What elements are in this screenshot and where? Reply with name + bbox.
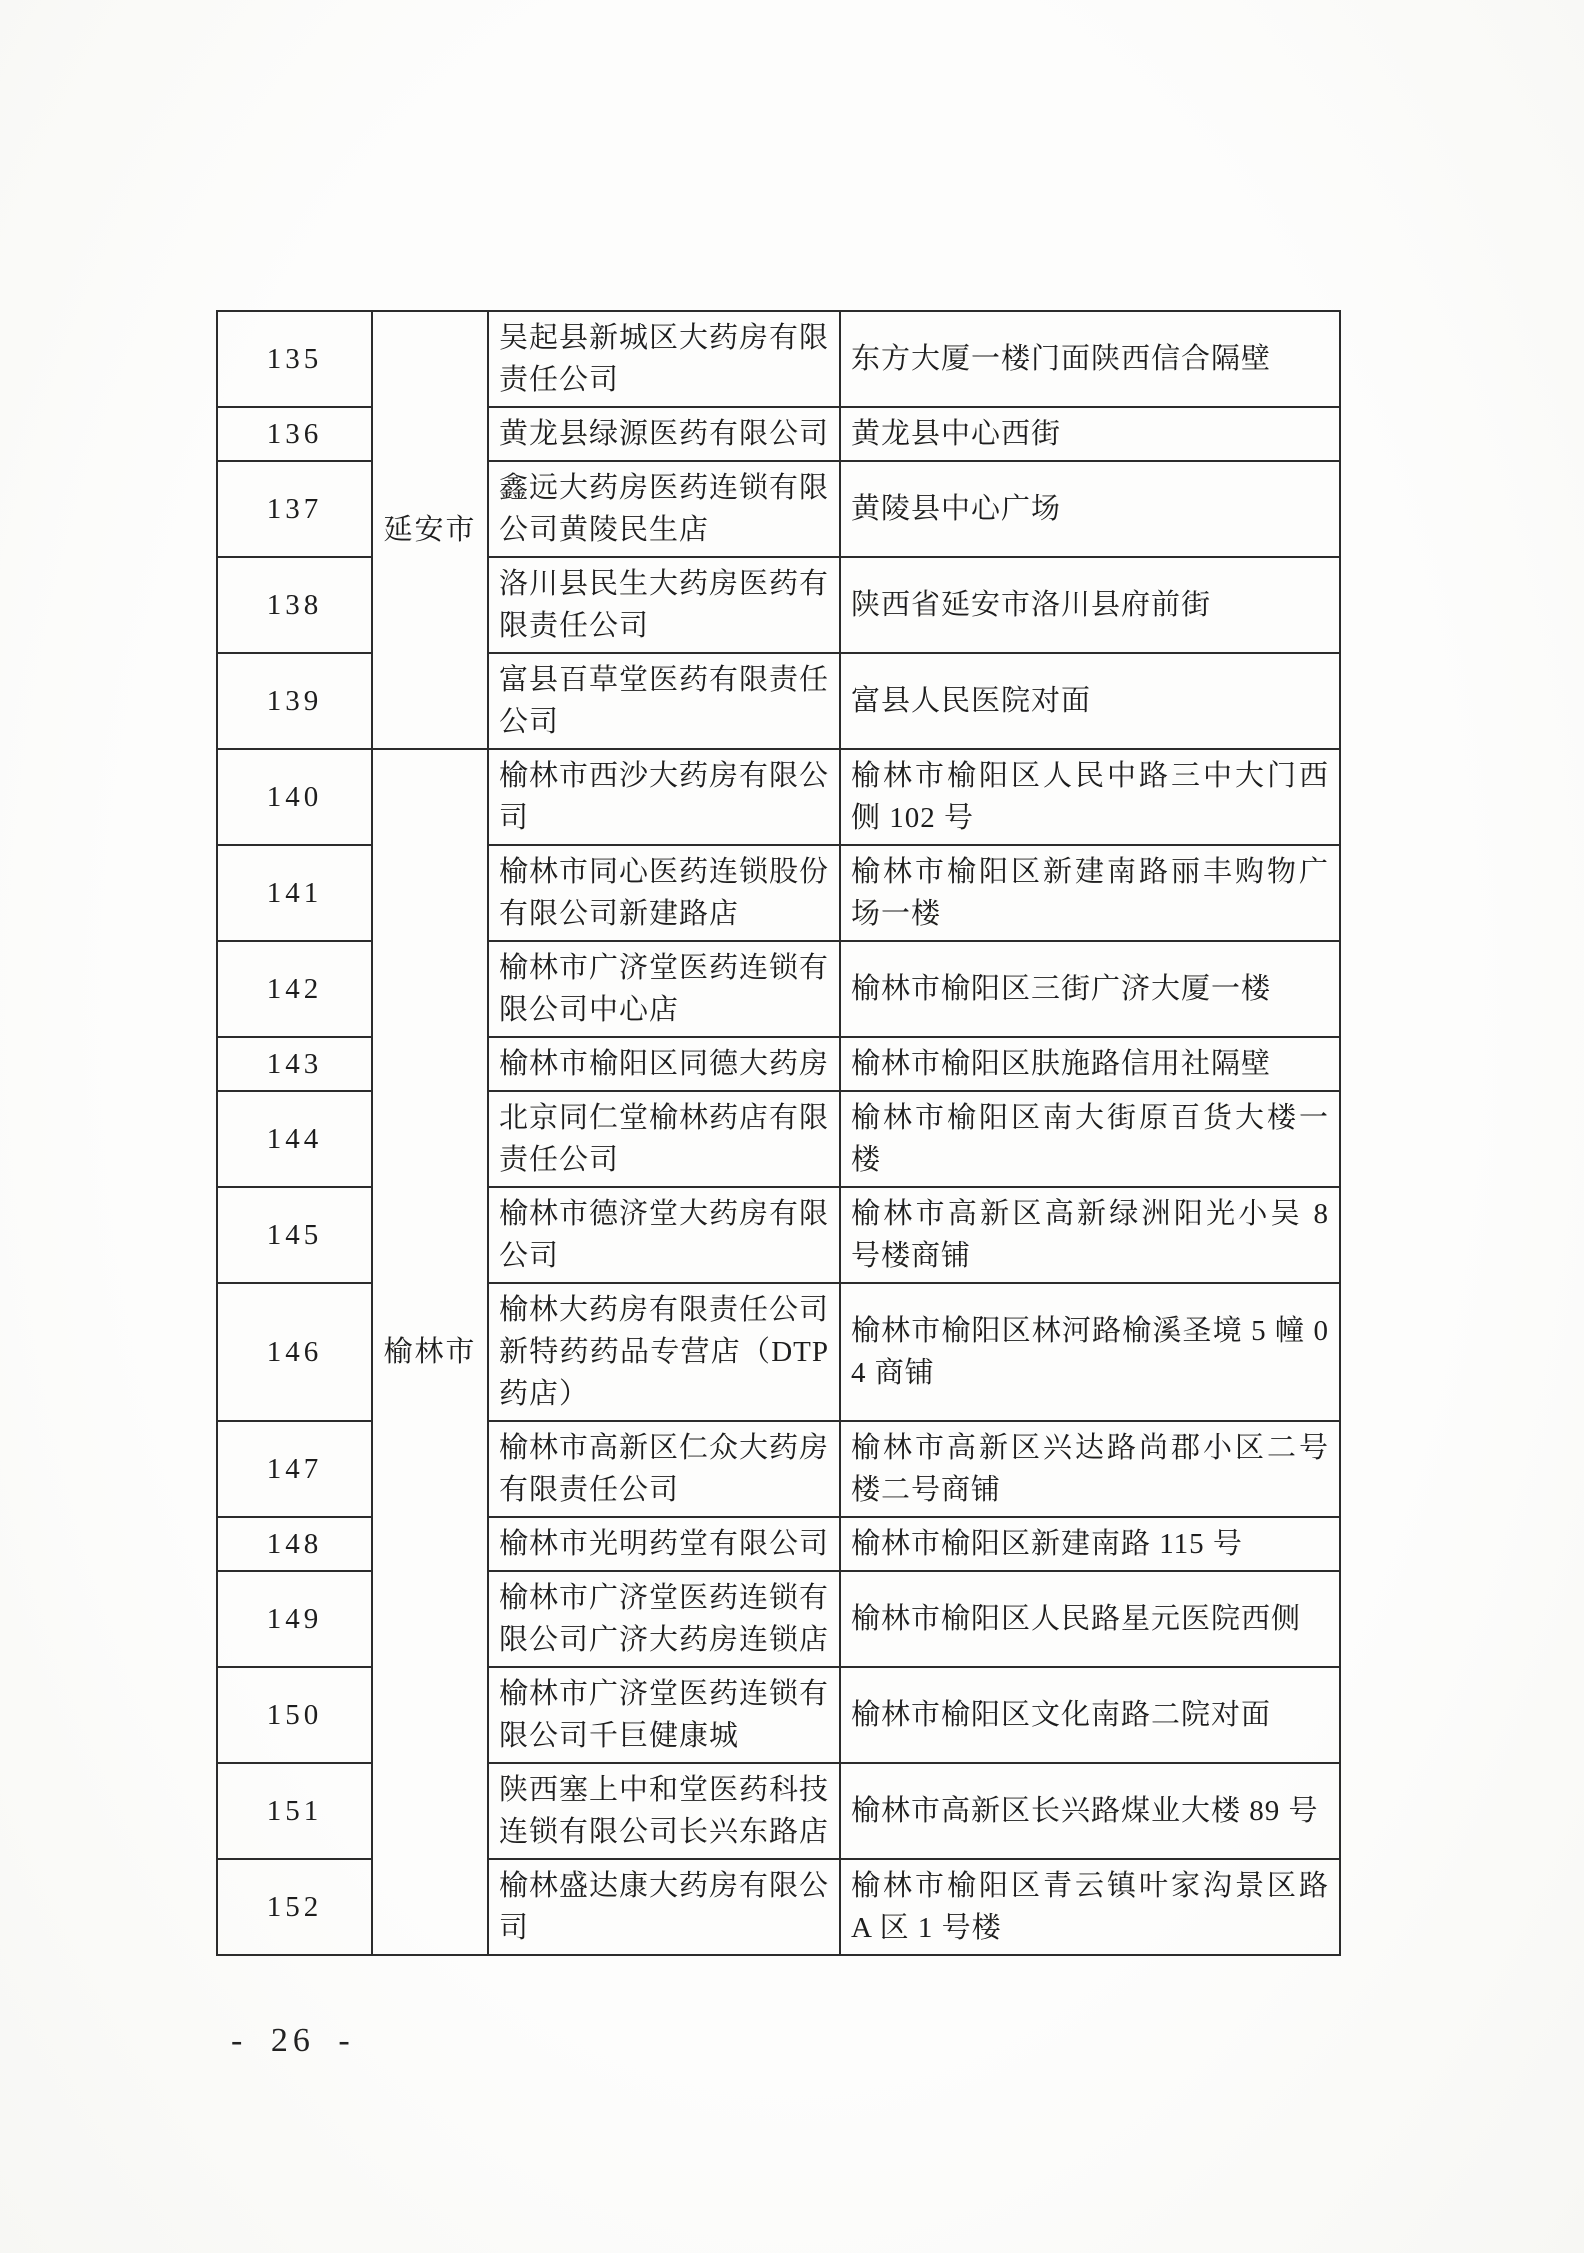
pharmacy-name-cell: 榆林市德济堂大药房有限公司 (488, 1187, 840, 1283)
row-number-cell: 144 (217, 1091, 372, 1187)
pharmacy-name-cell: 北京同仁堂榆林药店有限责任公司 (488, 1091, 840, 1187)
pharmacy-name-cell: 陕西塞上中和堂医药科技连锁有限公司长兴东路店 (488, 1763, 840, 1859)
pharmacy-name-cell: 洛川县民生大药房医药有限责任公司 (488, 557, 840, 653)
table-row (217, 749, 1340, 845)
address-cell: 榆林市高新区长兴路煤业大楼 89 号 (840, 1763, 1340, 1859)
address-cell: 榆林市榆阳区人民中路三中大门西侧 102 号 (840, 749, 1340, 845)
row-number-cell: 148 (217, 1517, 372, 1571)
row-number-cell: 149 (217, 1571, 372, 1667)
row-number-cell: 136 (217, 407, 372, 461)
pharmacy-name-cell: 鑫远大药房医药连锁有限公司黄陵民生店 (488, 461, 840, 557)
row-number-cell: 139 (217, 653, 372, 749)
address-cell: 榆林市榆阳区南大街原百货大楼一楼 (840, 1091, 1340, 1187)
address-cell: 榆林市榆阳区林河路榆溪圣境 5 幢 04 商铺 (840, 1283, 1340, 1421)
address-cell: 榆林市高新区兴达路尚郡小区二号楼二号商铺 (840, 1421, 1340, 1517)
pharmacy-table (216, 310, 1341, 1956)
pharmacy-name-cell: 富县百草堂医药有限责任公司 (488, 653, 840, 749)
row-number-cell: 140 (217, 749, 372, 845)
address-cell: 富县人民医院对面 (840, 653, 1340, 749)
address-cell: 榆林市榆阳区三街广济大厦一楼 (840, 941, 1340, 1037)
row-number-cell: 145 (217, 1187, 372, 1283)
pharmacy-name-cell: 榆林市光明药堂有限公司 (488, 1517, 840, 1571)
pharmacy-name-cell: 榆林市广济堂医药连锁有限公司中心店 (488, 941, 840, 1037)
pharmacy-name-cell: 榆林市高新区仁众大药房有限责任公司 (488, 1421, 840, 1517)
pharmacy-name-cell: 榆林市西沙大药房有限公司 (488, 749, 840, 845)
address-cell: 榆林市高新区高新绿洲阳光小吴 8 号楼商铺 (840, 1187, 1340, 1283)
row-number-cell: 147 (217, 1421, 372, 1517)
city-cell: 榆林市 (372, 749, 488, 1955)
row-number-cell: 143 (217, 1037, 372, 1091)
city-cell: 延安市 (372, 311, 488, 749)
address-cell: 陕西省延安市洛川县府前街 (840, 557, 1340, 653)
address-cell: 榆林市榆阳区新建南路丽丰购物广场一楼 (840, 845, 1340, 941)
pharmacy-name-cell: 榆林市广济堂医药连锁有限公司千巨健康城 (488, 1667, 840, 1763)
row-number-cell: 146 (217, 1283, 372, 1421)
address-cell: 黄陵县中心广场 (840, 461, 1340, 557)
pharmacy-table-container (216, 310, 1341, 1956)
page-number: - 26 - (231, 2022, 355, 2059)
row-number-cell: 135 (217, 311, 372, 407)
address-cell: 榆林市榆阳区青云镇叶家沟景区路 A 区 1 号楼 (840, 1859, 1340, 1955)
pharmacy-table-body (217, 311, 1340, 1955)
row-number-cell: 151 (217, 1763, 372, 1859)
address-cell: 榆林市榆阳区文化南路二院对面 (840, 1667, 1340, 1763)
pharmacy-name-cell: 黄龙县绿源医药有限公司 (488, 407, 840, 461)
pharmacy-name-cell: 榆林盛达康大药房有限公司 (488, 1859, 840, 1955)
address-cell: 榆林市榆阳区肤施路信用社隔壁 (840, 1037, 1340, 1091)
row-number-cell: 142 (217, 941, 372, 1037)
row-number-cell: 152 (217, 1859, 372, 1955)
row-number-cell: 138 (217, 557, 372, 653)
pharmacy-name-cell: 榆林市榆阳区同德大药房 (488, 1037, 840, 1091)
pharmacy-name-cell: 榆林市同心医药连锁股份有限公司新建路店 (488, 845, 840, 941)
table-row (217, 311, 1340, 407)
address-cell: 黄龙县中心西街 (840, 407, 1340, 461)
pharmacy-name-cell: 吴起县新城区大药房有限责任公司 (488, 311, 840, 407)
address-cell: 东方大厦一楼门面陕西信合隔壁 (840, 311, 1340, 407)
pharmacy-name-cell: 榆林市广济堂医药连锁有限公司广济大药房连锁店 (488, 1571, 840, 1667)
address-cell: 榆林市榆阳区新建南路 115 号 (840, 1517, 1340, 1571)
row-number-cell: 141 (217, 845, 372, 941)
row-number-cell: 137 (217, 461, 372, 557)
address-cell: 榆林市榆阳区人民路星元医院西侧 (840, 1571, 1340, 1667)
row-number-cell: 150 (217, 1667, 372, 1763)
pharmacy-name-cell: 榆林大药房有限责任公司新特药药品专营店（DTP 药店） (488, 1283, 840, 1421)
